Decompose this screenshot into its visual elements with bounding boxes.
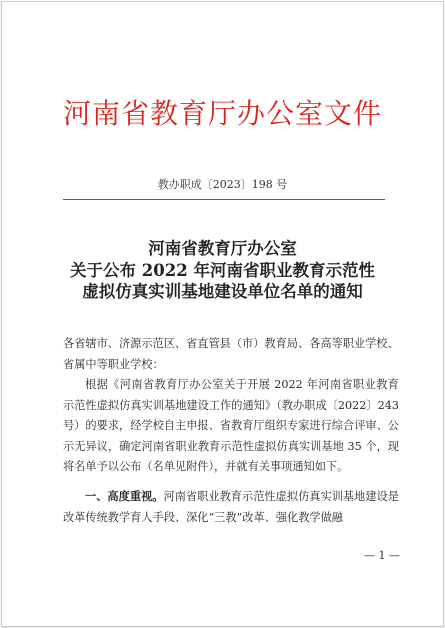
title-line-2: 关于公布 2022 年河南省职业教育示范性 (70, 260, 375, 280)
body-paragraph-2 (63, 486, 399, 528)
red-divider (63, 199, 385, 200)
body-paragraph-1: 根据《河南省教育厅办公室关于开展 2022 年河南省职业教育示范性虚拟仿真实训基地建设工作的通知》（教办职成〔2022〕243 号）的要求，经学校自主申报、省教育厅组织专家进行综合评审、公示无异议，确定河南省职业教育示范性虚拟仿真实训基地 35 个，现将名单予以公布（名单见附件），并就有关事项通知如下。 (63, 378, 399, 473)
addressee: 各省辖市、济源示范区、省直管县（市）教育局、各高等职业学校、省属中等职业学校： (63, 337, 399, 371)
page-number: — 1 — (364, 549, 400, 562)
page-frame (1, 1, 444, 627)
document-number: 教办职成〔2023〕198 号 (157, 178, 288, 191)
section-text: 河南省职业教育示范性虚拟仿真实训基地建设是改革传统教学育人手段、深化“三教”改革、强化教学做融 (63, 490, 399, 524)
section-heading: 一、高度重视。 (85, 489, 164, 503)
title-line-3: 虚拟仿真实训基地建设单位名单的通知 (82, 282, 363, 301)
notice-title (0, 238, 445, 303)
issuer-title: 河南省教育厅办公室文件 (62, 97, 382, 130)
title-line-1: 河南省教育厅办公室 (148, 239, 297, 258)
